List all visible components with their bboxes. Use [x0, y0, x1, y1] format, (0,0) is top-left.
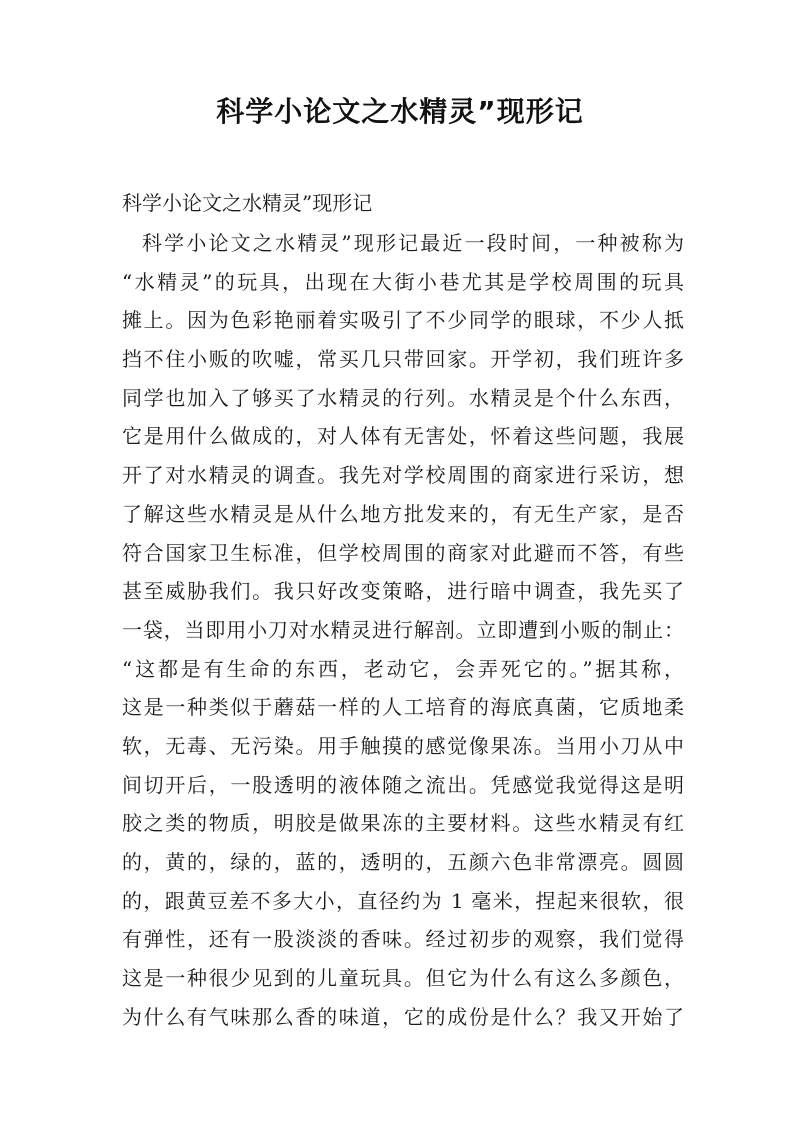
- text-line: 有弹性，还有一股淡淡的香味。经过初步的观察，我们觉得: [122, 927, 684, 952]
- document-title: 科学小论文之水精灵”现形记: [216, 95, 584, 128]
- text-line: 间切开后，一股透明的液体随之流出。凭感觉我觉得这是明: [122, 772, 684, 797]
- text-line: 挡不住小贩的吹嘘，常买几只带回家。开学初，我们班许多: [122, 347, 684, 372]
- text-line: 胶之类的物质，明胶是做果冻的主要材料。这些水精灵有红: [122, 811, 684, 836]
- text-line: 软，无毒、无污染。用手触摸的感觉像果冻。当用小刀从中: [122, 733, 684, 758]
- text-line: 一袋，当即用小刀对水精灵进行解剖。立即遭到小贩的制止：: [122, 617, 684, 642]
- text-line: 摊上。因为色彩艳丽着实吸引了不少同学的眼球，不少人抵: [122, 308, 684, 333]
- text-line: 这是一种类似于蘑菇一样的人工培育的海底真菌，它质地柔: [122, 695, 684, 720]
- text-line: 同学也加入了够买了水精灵的行列。水精灵是个什么东西，: [122, 385, 684, 410]
- text-line: “这都是有生命的东西，老动它，会弄死它的。”据其称，: [122, 656, 684, 681]
- text-line: 的，跟黄豆差不多大小，直径约为 1 毫米，捏起来很软，很: [122, 888, 684, 913]
- document-subtitle: 科学小论文之水精灵”现形记: [122, 191, 373, 215]
- body-text: [122, 224, 684, 1036]
- text-line: 开了对水精灵的调查。我先对学校周围的商家进行采访，想: [122, 463, 684, 488]
- text-line: 为什么有气味那么香的味道，它的成份是什么？我又开始了: [122, 1004, 684, 1029]
- text-line: “水精灵”的玩具，出现在大街小巷尤其是学校周围的玩具: [122, 269, 684, 294]
- text-line: 了解这些水精灵是从什么地方批发来的，有无生产家，是否: [122, 501, 684, 526]
- text-line: 甚至威胁我们。我只好改变策略，进行暗中调查，我先买了: [122, 579, 684, 604]
- text-line: 符合国家卫生标准，但学校周围的商家对此避而不答，有些: [122, 540, 684, 565]
- text-line: 的，黄的，绿的，蓝的，透明的，五颜六色非常漂亮。圆圆: [122, 850, 684, 874]
- text-line: 它是用什么做成的，对人体有无害处，怀着这些问题，我展: [122, 424, 684, 449]
- text-line: 科学小论文之水精灵”现形记最近一段时间，一种被称为: [142, 231, 684, 255]
- text-line: 这是一种很少见到的儿童玩具。但它为什么有这么多颜色，: [122, 966, 684, 991]
